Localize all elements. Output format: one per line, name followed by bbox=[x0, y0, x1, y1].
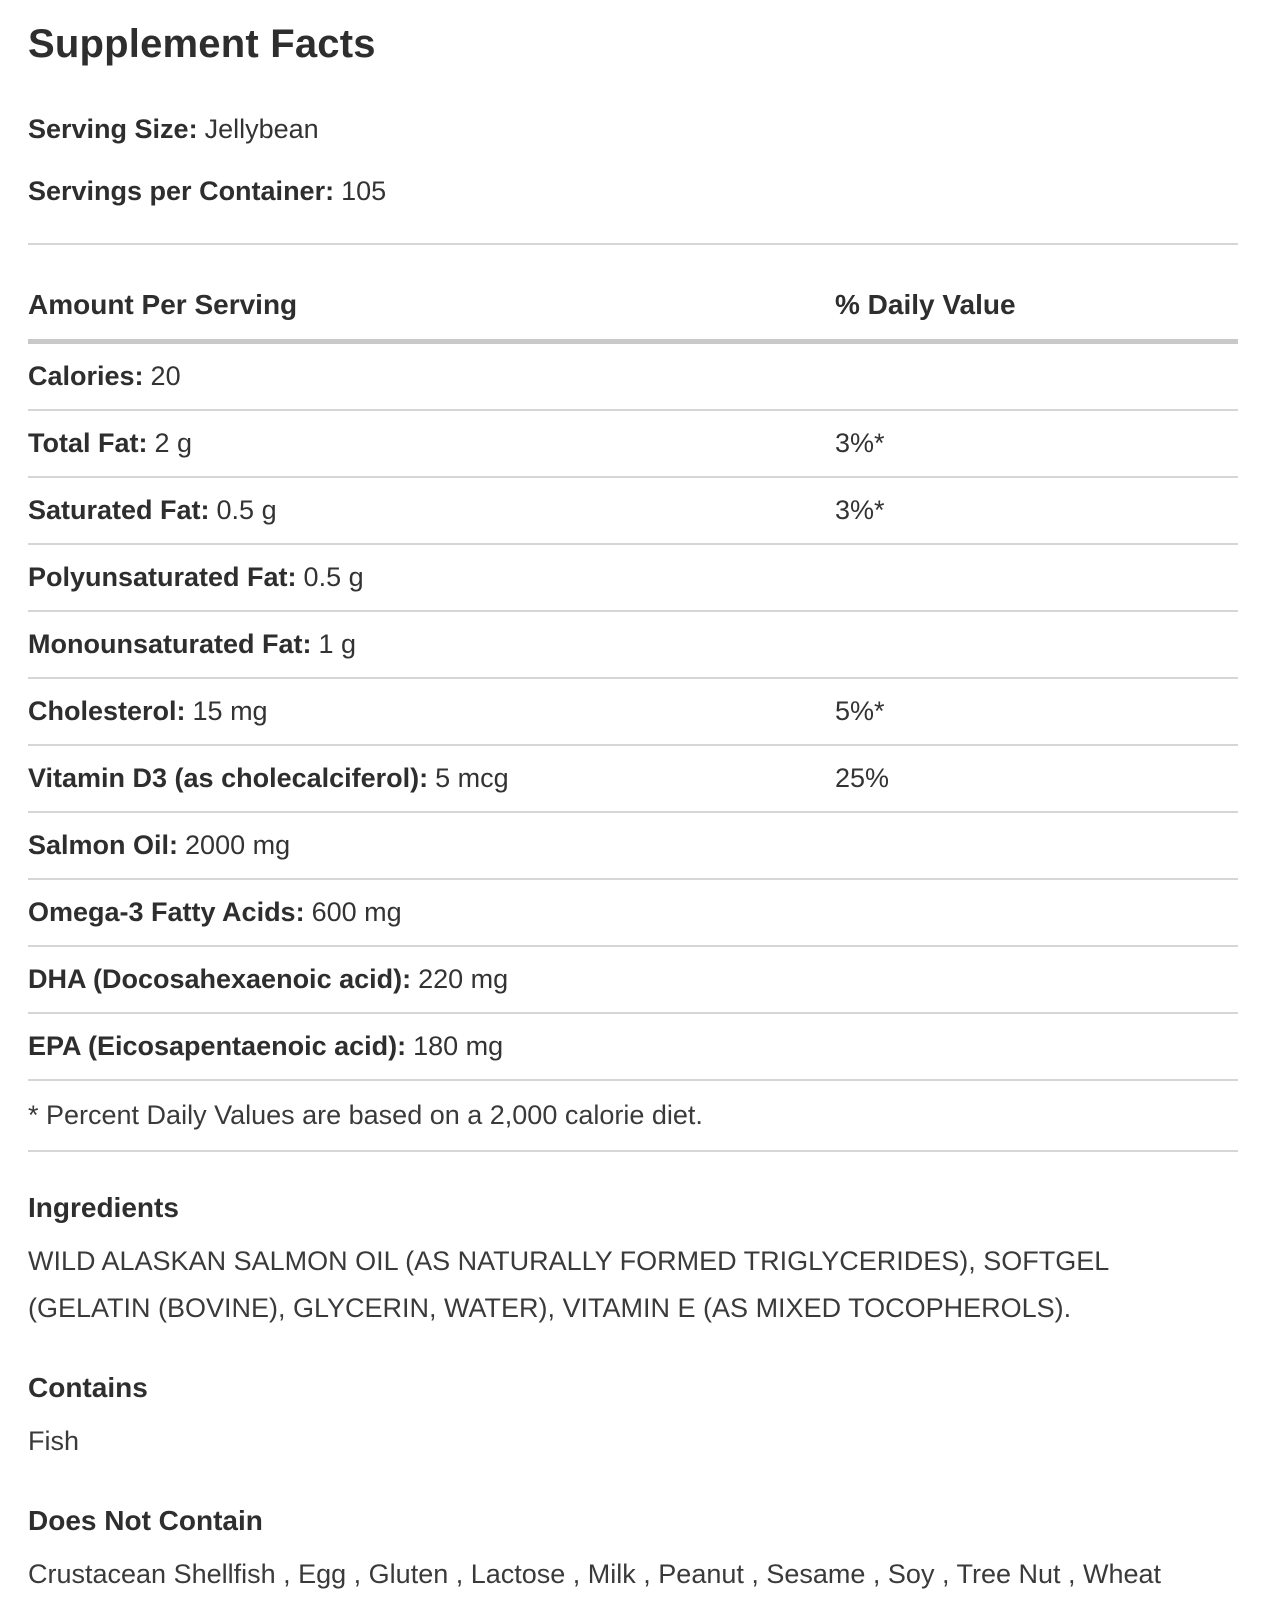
nutrient-daily-value: 25% bbox=[835, 763, 890, 793]
nutrient-value: 220 mg bbox=[418, 964, 509, 994]
serving-size-value: Jellybean bbox=[204, 114, 319, 144]
nutrient-value: 1 g bbox=[318, 629, 357, 659]
servings-per-container-line bbox=[28, 176, 1238, 207]
nutrient-row bbox=[28, 947, 1238, 1014]
nutrient-value: 180 mg bbox=[413, 1031, 504, 1061]
nutrient-daily-value bbox=[835, 562, 1238, 593]
nutrient-row bbox=[28, 813, 1238, 880]
nutrient-daily-value: 3%* bbox=[835, 495, 885, 525]
nutrient-row bbox=[28, 478, 1238, 545]
nutrient-value: 0.5 g bbox=[216, 495, 277, 525]
nutrient-value: 2 g bbox=[154, 428, 193, 458]
nutrient-value: 2000 mg bbox=[185, 830, 291, 860]
nutrient-row bbox=[28, 1014, 1238, 1081]
servings-per-container-label: Servings per Container: bbox=[28, 176, 335, 206]
nutrient-daily-value: 5%* bbox=[835, 696, 885, 726]
nutrient-label: Calories: bbox=[28, 361, 144, 391]
serving-size-line bbox=[28, 114, 1238, 145]
nutrient-label: Monounsaturated Fat: bbox=[28, 629, 312, 659]
nutrient-daily-value bbox=[835, 629, 1238, 660]
ingredients-heading: Ingredients bbox=[28, 1192, 179, 1223]
nutrient-daily-value bbox=[835, 830, 1238, 861]
daily-value-header: % Daily Value bbox=[835, 289, 1016, 320]
nutrient-label: Cholesterol: bbox=[28, 696, 186, 726]
nutrient-row bbox=[28, 746, 1238, 813]
daily-value-footnote: * Percent Daily Values are based on a 2,000 calorie diet. bbox=[28, 1081, 1238, 1152]
nutrient-label: Total Fat: bbox=[28, 428, 148, 458]
contains-heading: Contains bbox=[28, 1372, 148, 1403]
nutrient-row bbox=[28, 679, 1238, 746]
nutrient-daily-value bbox=[835, 964, 1238, 995]
nutrient-row bbox=[28, 344, 1238, 411]
nutrient-label: Saturated Fat: bbox=[28, 495, 210, 525]
column-header-row bbox=[28, 245, 1238, 339]
nutrient-value: 5 mcg bbox=[435, 763, 509, 793]
nutrient-value: 600 mg bbox=[311, 897, 402, 927]
contains-text: Fish bbox=[28, 1426, 80, 1456]
serving-size-label: Serving Size: bbox=[28, 114, 198, 144]
nutrient-value: 15 mg bbox=[192, 696, 268, 726]
nutrient-row bbox=[28, 612, 1238, 679]
does-not-contain-text: Crustacean Shellfish , Egg , Gluten , Lactose , Milk , Peanut , Sesame , Soy , Tree Nut , Wheat bbox=[28, 1559, 1162, 1589]
nutrient-row bbox=[28, 545, 1238, 612]
nutrient-value: 20 bbox=[150, 361, 181, 391]
does-not-contain-section bbox=[28, 1505, 1238, 1598]
nutrient-value: 0.5 g bbox=[303, 562, 364, 592]
panel-title: Supplement Facts bbox=[28, 22, 376, 66]
does-not-contain-heading: Does Not Contain bbox=[28, 1505, 263, 1536]
nutrient-label: Salmon Oil: bbox=[28, 830, 179, 860]
nutrient-label: Vitamin D3 (as cholecalciferol): bbox=[28, 763, 429, 793]
nutrient-label: Omega-3 Fatty Acids: bbox=[28, 897, 305, 927]
nutrient-row bbox=[28, 411, 1238, 478]
servings-per-container-value: 105 bbox=[341, 176, 387, 206]
nutrient-daily-value bbox=[835, 361, 1238, 392]
nutrient-daily-value bbox=[835, 897, 1238, 928]
ingredients-text: WILD ALASKAN SALMON OIL (AS NATURALLY FORMED TRIGLYCERIDES), SOFTGEL (GELATIN (BOVINE), GLYCERIN, WATER), VITAMIN E (AS MIXED TOCOPHEROLS). bbox=[28, 1246, 1109, 1323]
nutrient-label: Polyunsaturated Fat: bbox=[28, 562, 297, 592]
amount-per-serving-header: Amount Per Serving bbox=[28, 289, 298, 320]
nutrient-daily-value bbox=[835, 1031, 1238, 1062]
nutrient-label: DHA (Docosahexaenoic acid): bbox=[28, 964, 412, 994]
contains-section bbox=[28, 1372, 1238, 1465]
nutrient-daily-value: 3%* bbox=[835, 428, 885, 458]
ingredients-section bbox=[28, 1192, 1238, 1332]
nutrient-row bbox=[28, 880, 1238, 947]
nutrient-label: EPA (Eicosapentaenoic acid): bbox=[28, 1031, 407, 1061]
